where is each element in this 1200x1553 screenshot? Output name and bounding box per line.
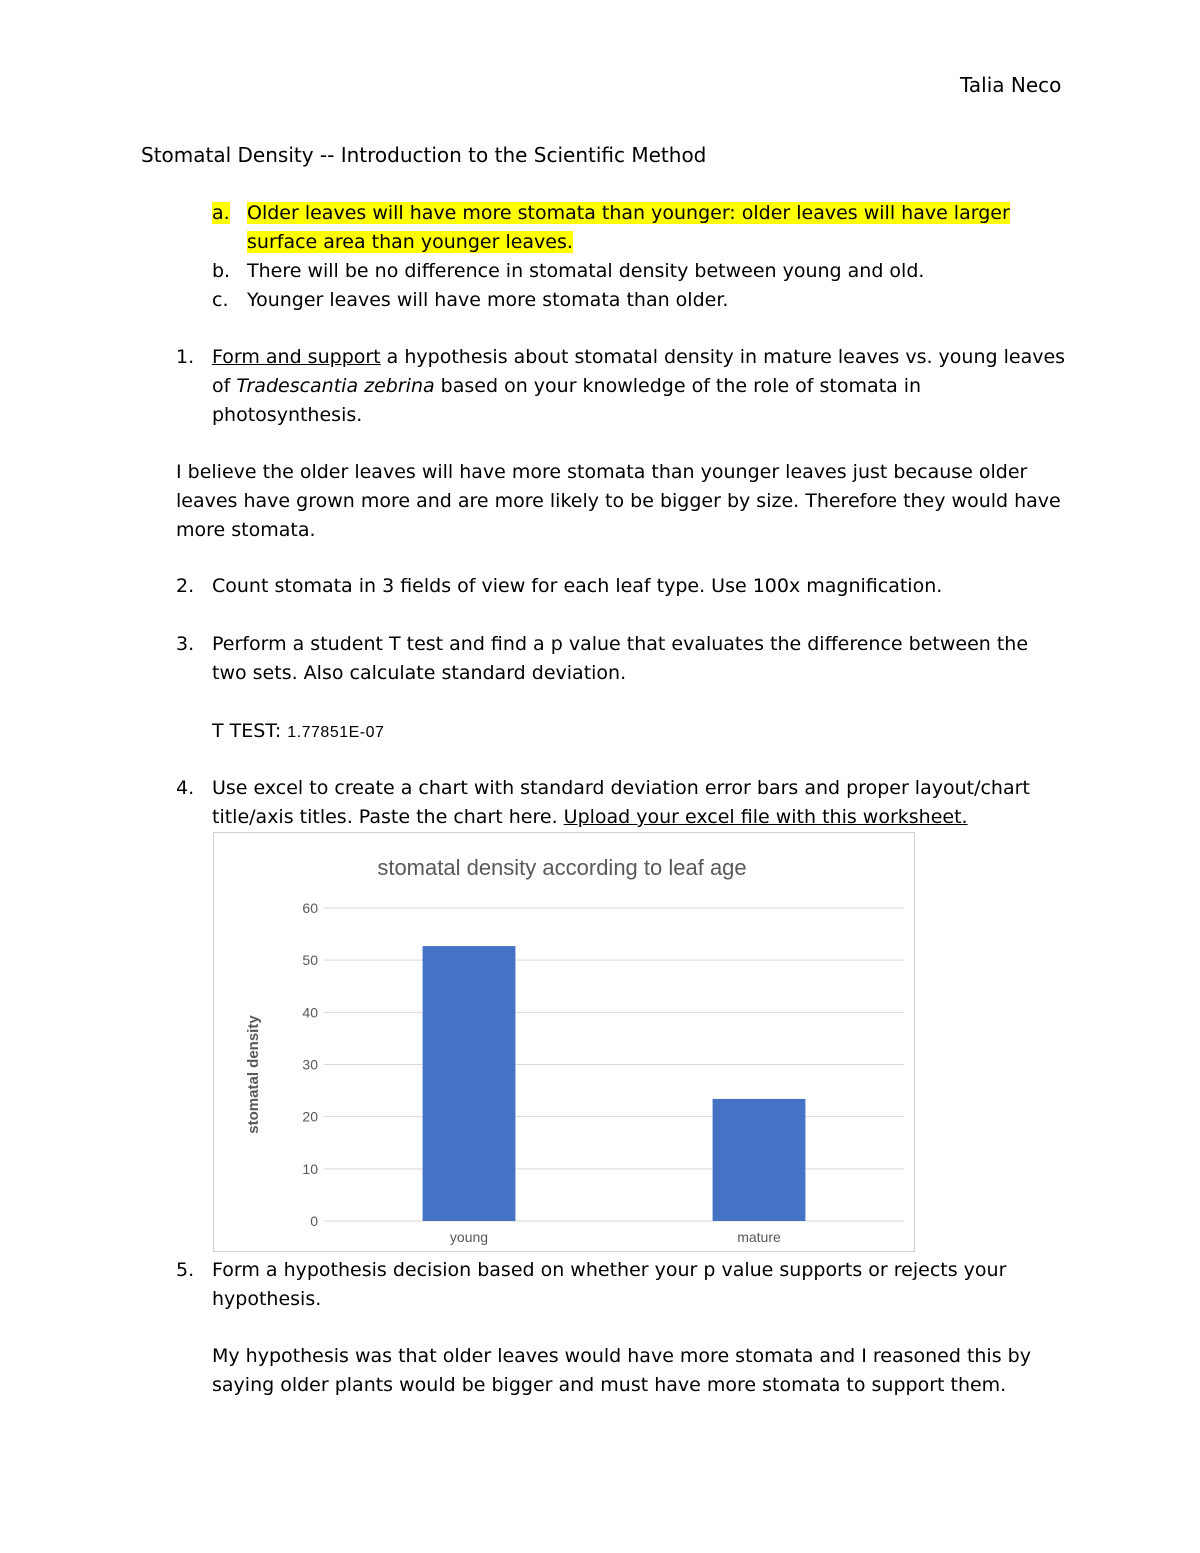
- option-b-marker: b.: [212, 260, 231, 282]
- x-tick-label-mature: mature: [737, 1229, 781, 1245]
- ttest-value: 1.77851E-07: [287, 724, 385, 741]
- bar-young: [423, 946, 516, 1221]
- option-a-marker: a.: [212, 202, 230, 224]
- y-axis-label: stomatal density: [245, 1015, 262, 1134]
- q4-line1: Use excel to create a chart with standard deviation error bars and proper layout/chart: [212, 777, 1030, 799]
- q2-text: Count stomata in 3 fields of view for each leaf type. Use 100x magnification.: [212, 575, 943, 597]
- chart-title: stomatal density according to leaf age: [377, 855, 747, 880]
- option-a-line2: surface area than younger leaves.: [247, 231, 573, 253]
- chart-svg: [214, 833, 914, 1251]
- y-tick-label-20: 20: [302, 1108, 318, 1125]
- species-name: Tradescantia zebrina: [236, 375, 435, 397]
- q1-number: 1.: [176, 346, 195, 368]
- answer1-line2: leaves have grown more and are more likely to be bigger by size. Therefore they would have: [176, 490, 1061, 512]
- ttest-label: T TEST:: [212, 720, 288, 742]
- y-tick-label-60: 60: [302, 900, 318, 916]
- y-tick-label-50: 50: [302, 952, 318, 969]
- option-c-marker: c.: [212, 289, 229, 311]
- answer1-line1: I believe the older leaves will have more stomata than younger leaves just because older: [176, 461, 1028, 483]
- bar-mature: [713, 1099, 806, 1221]
- q1-line1: Form and support a hypothesis about stomatal density in mature leaves vs. young leaves: [212, 346, 1066, 368]
- page-title: Stomatal Density -- Introduction to the Scientific Method: [141, 143, 707, 167]
- y-tick-label-30: 30: [302, 1056, 318, 1073]
- option-a-line1: Older leaves will have more stomata than younger: older leaves will have larger: [247, 202, 1010, 224]
- q5-number: 5.: [176, 1259, 195, 1281]
- q2-number: 2.: [176, 575, 195, 597]
- y-tick-label-10: 10: [302, 1160, 318, 1177]
- q1-line2: of Tradescantia zebrina based on your knowledge of the role of stomata in: [212, 375, 922, 397]
- x-tick-label-young: young: [449, 1229, 489, 1245]
- bar-chart: [213, 832, 915, 1252]
- q4-number: 4.: [176, 777, 195, 799]
- q5-line2: hypothesis.: [212, 1288, 322, 1310]
- option-c-text: Younger leaves will have more stomata than older.: [247, 289, 729, 311]
- q3-number: 3.: [176, 633, 195, 655]
- q1-underlined: Form and support: [212, 346, 381, 368]
- option-b-text: There will be no difference in stomatal density between young and old.: [247, 260, 925, 282]
- q3-line2: two sets. Also calculate standard deviation.: [212, 662, 627, 684]
- y-tick-label-40: 40: [302, 1004, 318, 1021]
- answer5-line1: My hypothesis was that older leaves would have more stomata and I reasoned this by: [212, 1345, 1031, 1367]
- upload-instruction: Upload your excel file with this worksheet.: [563, 806, 968, 828]
- y-tick-label-0: 0: [310, 1213, 318, 1229]
- answer5-line2: saying older plants would be bigger and must have more stomata to support them.: [212, 1374, 1007, 1396]
- q5-line1: Form a hypothesis decision based on whether your p value supports or rejects your: [212, 1259, 1007, 1281]
- q3-line1: Perform a student T test and find a p value that evaluates the difference between the: [212, 633, 1029, 655]
- q4-line2: title/axis titles. Paste the chart here. Upload your excel file with this worksheet.: [212, 806, 968, 828]
- ttest-result: [212, 717, 384, 747]
- answer1-line3: more stomata.: [176, 519, 316, 541]
- author-name: Talia Neco: [960, 73, 1062, 97]
- q1-line3: photosynthesis.: [212, 404, 363, 426]
